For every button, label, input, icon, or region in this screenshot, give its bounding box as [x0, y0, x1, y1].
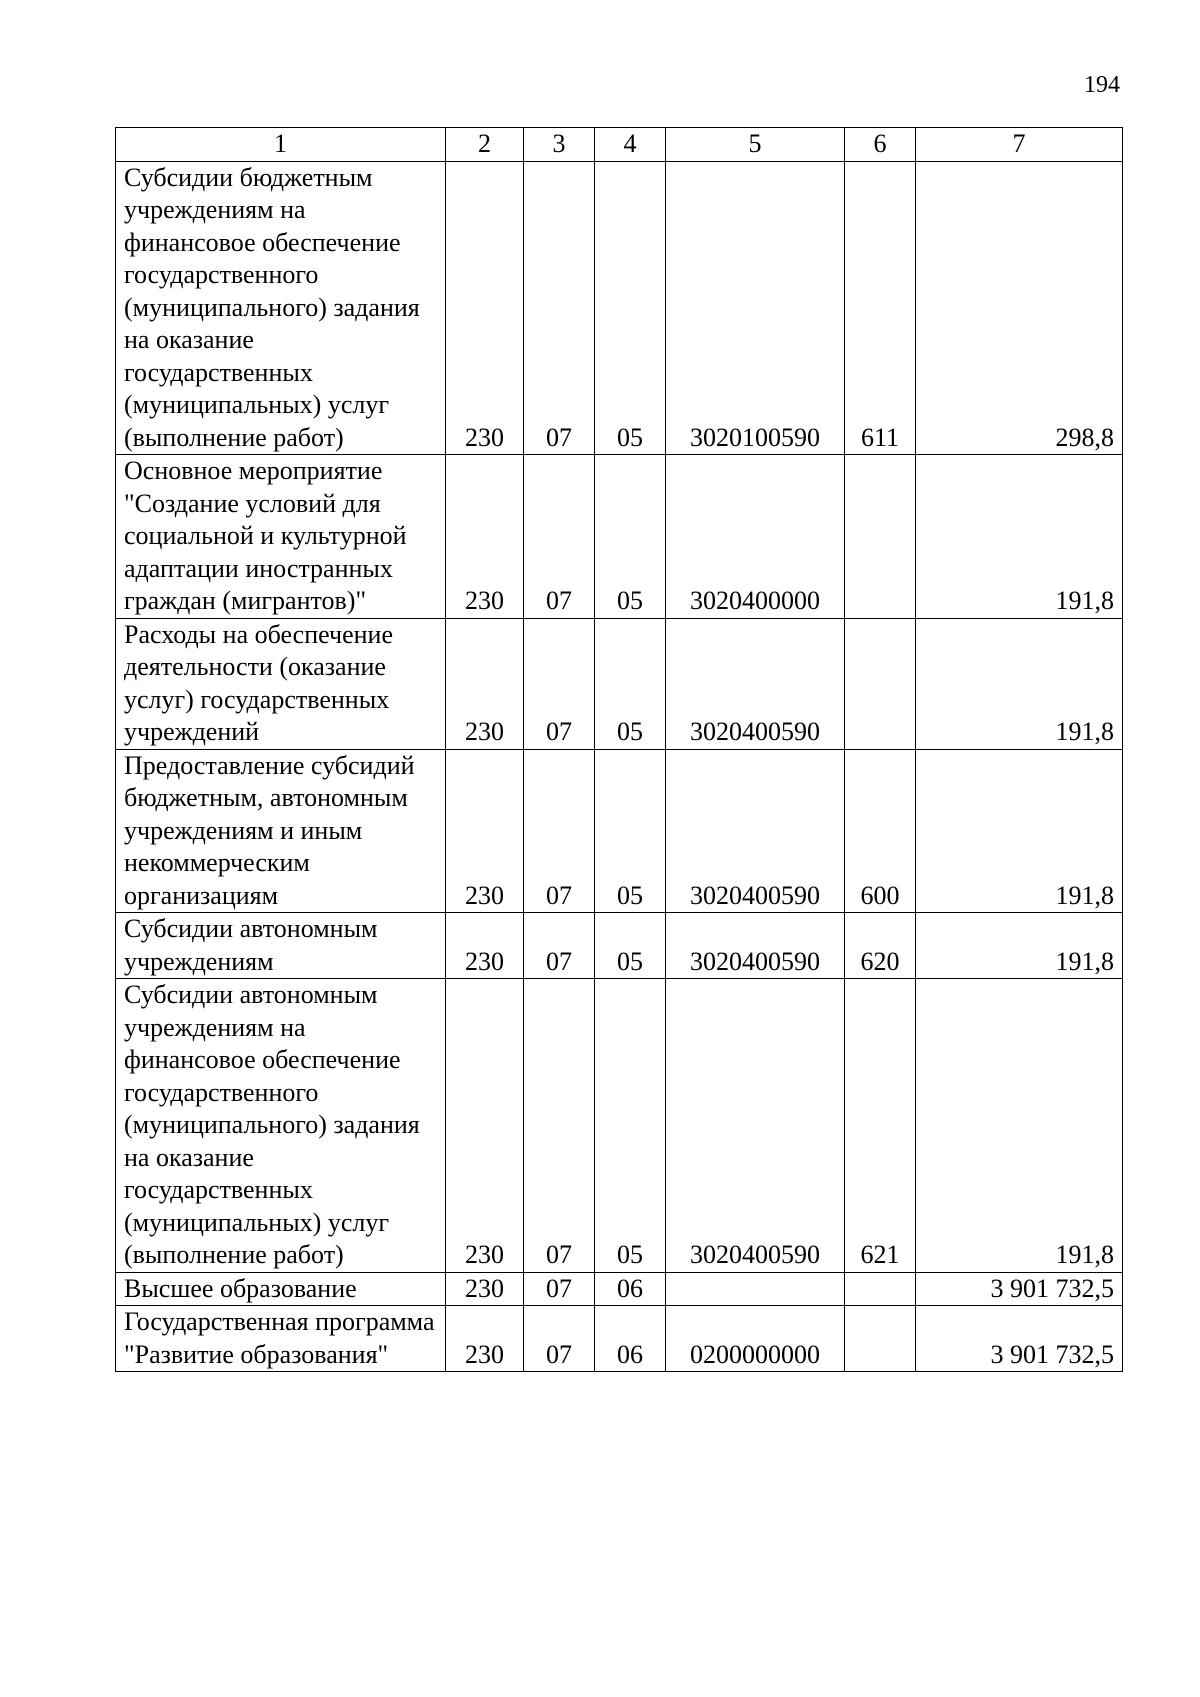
vr-code — [845, 1272, 916, 1306]
amount: 191,8 — [916, 749, 1123, 913]
table-row — [116, 161, 1123, 455]
amount: 191,8 — [916, 618, 1123, 749]
amount: 191,8 — [916, 913, 1123, 979]
ved-code: 230 — [446, 1272, 524, 1306]
amount: 3 901 732,5 — [916, 1306, 1123, 1372]
table-row — [116, 1306, 1123, 1372]
row-name: Субсидии автономным учреждениям на финансовое обеспечение государственного (муниципального) задания на оказание государственных (муниципальных) услуг (выполнение работ) — [124, 980, 420, 1269]
header-col-3: 3 — [524, 128, 595, 162]
pr-code: 06 — [595, 1272, 666, 1306]
vr-code — [845, 1306, 916, 1372]
table-row — [116, 749, 1123, 913]
csr-code: 3020400590 — [666, 618, 845, 749]
table-row — [116, 1272, 1123, 1306]
page-number: 194 — [1084, 72, 1120, 98]
table-row — [116, 979, 1123, 1273]
csr-code: 3020100590 — [666, 161, 845, 455]
vr-code — [845, 618, 916, 749]
pr-code: 05 — [595, 913, 666, 979]
rz-code: 07 — [524, 618, 595, 749]
ved-code: 230 — [446, 1306, 524, 1372]
csr-code: 3020400590 — [666, 913, 845, 979]
csr-code: 3020400590 — [666, 749, 845, 913]
vr-code: 611 — [845, 161, 916, 455]
rz-code: 07 — [524, 1272, 595, 1306]
ved-code: 230 — [446, 979, 524, 1273]
row-name-cell — [116, 979, 446, 1273]
budget-table — [115, 127, 1123, 1372]
row-name: Основное мероприятие "Создание условий для социальной и культурной адаптации иностранных граждан (мигрантов)" — [124, 456, 407, 615]
vr-code: 600 — [845, 749, 916, 913]
table-row — [116, 618, 1123, 749]
header-col-5: 5 — [666, 128, 845, 162]
pr-code: 05 — [595, 161, 666, 455]
rz-code: 07 — [524, 979, 595, 1273]
row-name-cell — [116, 618, 446, 749]
rz-code: 07 — [524, 1306, 595, 1372]
header-col-2: 2 — [446, 128, 524, 162]
csr-code: 3020400000 — [666, 455, 845, 619]
rz-code: 07 — [524, 161, 595, 455]
ved-code: 230 — [446, 161, 524, 455]
ved-code: 230 — [446, 913, 524, 979]
row-name-cell — [116, 1306, 446, 1372]
header-col-6: 6 — [845, 128, 916, 162]
amount: 3 901 732,5 — [916, 1272, 1123, 1306]
csr-code: 0200000000 — [666, 1306, 845, 1372]
rz-code: 07 — [524, 749, 595, 913]
amount: 191,8 — [916, 979, 1123, 1273]
header-col-4: 4 — [595, 128, 666, 162]
row-name: Субсидии бюджетным учреждениям на финансовое обеспечение государственного (муниципального) задания на оказание государственных (муниципальных) услуг (выполнение работ) — [124, 162, 420, 452]
amount: 191,8 — [916, 455, 1123, 619]
amount: 298,8 — [916, 161, 1123, 455]
row-name-cell — [116, 913, 446, 979]
table-row — [116, 455, 1123, 619]
vr-code: 621 — [845, 979, 916, 1273]
pr-code: 06 — [595, 1306, 666, 1372]
pr-code: 05 — [595, 979, 666, 1273]
table-row — [116, 913, 1123, 979]
row-name: Государственная программа "Развитие образования" — [124, 1307, 435, 1369]
header-col-1: 1 — [116, 128, 446, 162]
pr-code: 05 — [595, 618, 666, 749]
pr-code: 05 — [595, 455, 666, 619]
header-col-7: 7 — [916, 128, 1123, 162]
row-name-cell — [116, 455, 446, 619]
csr-code: 3020400590 — [666, 979, 845, 1273]
row-name: Расходы на обеспечение деятельности (оказание услуг) государственных учреждений — [124, 619, 394, 746]
row-name-cell — [116, 1272, 446, 1306]
csr-code — [666, 1272, 845, 1306]
row-name: Субсидии автономным учреждениям — [124, 914, 378, 976]
row-name-cell — [116, 161, 446, 455]
vr-code — [845, 455, 916, 619]
row-name: Высшее образование — [124, 1273, 357, 1303]
row-name: Предоставление субсидий бюджетным, автономным учреждениям и иным некоммерческим организациям — [124, 750, 415, 910]
vr-code: 620 — [845, 913, 916, 979]
ved-code: 230 — [446, 618, 524, 749]
ved-code: 230 — [446, 455, 524, 619]
ved-code: 230 — [446, 749, 524, 913]
row-name-cell — [116, 749, 446, 913]
header-row — [116, 128, 1123, 162]
rz-code: 07 — [524, 913, 595, 979]
pr-code: 05 — [595, 749, 666, 913]
rz-code: 07 — [524, 455, 595, 619]
